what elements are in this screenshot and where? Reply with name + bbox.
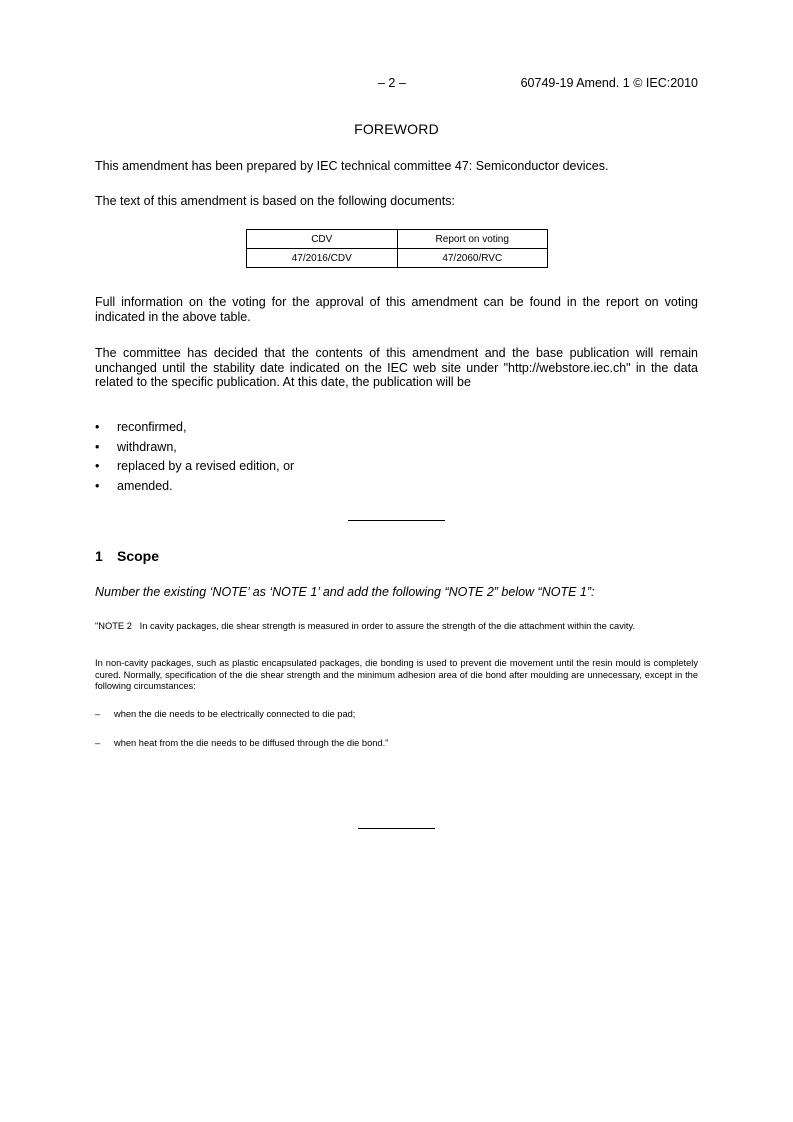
- table-row: [247, 249, 548, 268]
- dash-icon: –: [95, 709, 101, 719]
- bullet-icon: •: [95, 459, 100, 473]
- publication-options-list: [95, 420, 698, 498]
- dash-icon: –: [95, 738, 101, 748]
- bullet-icon: •: [95, 420, 100, 434]
- table-header-report: Report on voting: [397, 230, 548, 249]
- bullet-icon: •: [95, 478, 100, 493]
- list-item-text: replaced by a revised edition, or: [117, 459, 295, 473]
- foreword-based-on: The text of this amendment is based on the following documents:: [95, 194, 455, 208]
- foreword-title: FOREWORD: [354, 121, 439, 137]
- list-item: [95, 459, 698, 479]
- list-item-text: withdrawn,: [117, 439, 177, 454]
- scope-heading: [95, 548, 159, 564]
- table-cell-cdv: 47/2016/CDV: [247, 249, 398, 268]
- list-item: [95, 479, 698, 499]
- amendment-instruction: Number the existing ‘NOTE’ as ‘NOTE 1’ and add the following “NOTE 2” below “NOTE 1”:: [95, 585, 595, 599]
- non-cavity-paragraph: In non-cavity packages, such as plastic encapsulated packages, die bonding is used to prevent die movement until the resin mould is completely cured. Normally, specification of the die shear strength and the minimum adhesion area of die bond after moulding are unnecessary, except in the following circumstances:: [95, 658, 698, 691]
- section-divider: [348, 520, 445, 521]
- section-title: Scope: [117, 548, 160, 564]
- end-divider: [358, 828, 435, 829]
- bullet-icon: •: [95, 439, 100, 454]
- table-cell-rvc: 47/2060/RVC: [397, 249, 548, 268]
- list-item-text: amended.: [117, 478, 173, 493]
- list-item: [95, 440, 698, 460]
- table-header-cdv: CDV: [247, 230, 398, 249]
- stability-statement: The committee has decided that the contents of this amendment and the base publication will remain unchanged until the stability date indicated on the IEC web site under "http://webstore.iec.ch" in the data related to the specific publication. At this date, the publication will be: [95, 346, 698, 389]
- voting-info: Full information on the voting for the approval of this amendment can be found in the report on voting indicated in the above table.: [95, 295, 698, 324]
- note-text: In cavity packages, die shear strength is measured in order to assure the strength of the die attachment within the cavity.: [139, 621, 636, 631]
- page-number: – 2 –: [378, 76, 406, 90]
- note-2: [95, 621, 698, 633]
- list-item-text: when heat from the die needs to be diffused through the die bond.”: [114, 738, 389, 748]
- document-id: 60749-19 Amend. 1 © IEC:2010: [520, 76, 698, 90]
- list-item: [95, 738, 698, 750]
- foreword-intro: This amendment has been prepared by IEC technical committee 47: Semiconductor devices.: [95, 159, 609, 173]
- list-item-text: reconfirmed,: [117, 420, 187, 434]
- section-number: 1: [95, 548, 103, 564]
- list-item: [95, 709, 698, 721]
- table-header-row: [247, 230, 548, 249]
- list-item: [95, 420, 698, 440]
- page-header: [95, 76, 698, 94]
- list-item-text: when the die needs to be electrically connected to die pad;: [114, 709, 356, 719]
- voting-documents-table: [246, 229, 548, 268]
- note-label: "NOTE 2: [95, 621, 132, 631]
